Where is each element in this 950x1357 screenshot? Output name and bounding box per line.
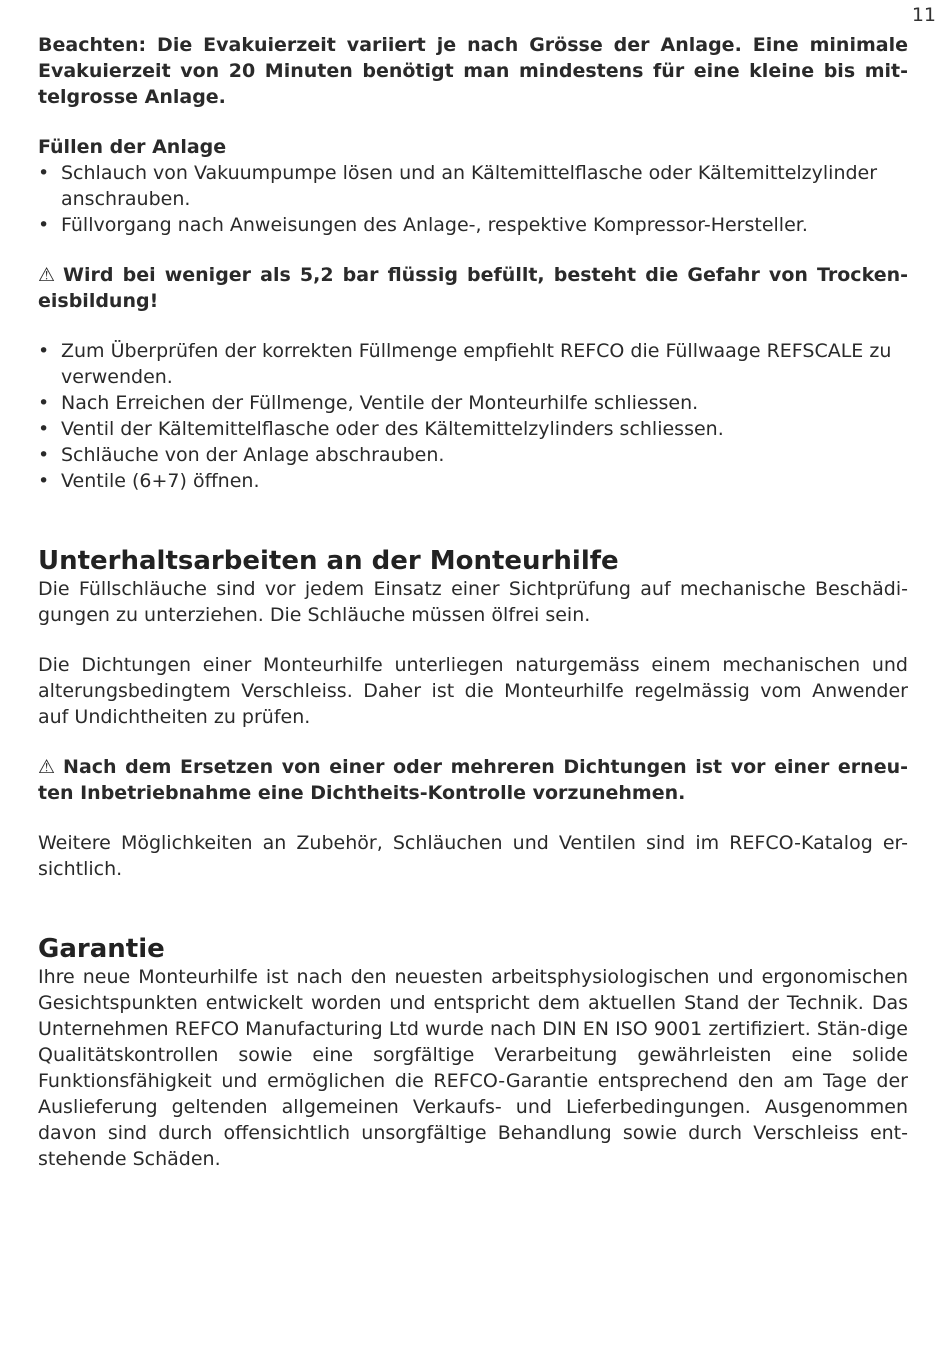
maintenance-paragraph-3: Weitere Möglichkeiten an Zubehör, Schläuchen und Ventilen sind im REFCO-Katalog er-sichtlich. [38, 832, 908, 880]
fill-steps-list-1 [38, 160, 908, 238]
maintenance-paragraph-2: Die Dichtungen einer Monteurhilfe unterliegen naturgemäss einem mechanischen und alterungsbedingtem Verschleiss. Daher ist die Monteurhilfe regelmässig vom Anwender auf Undichtheiten zu prüfen. [38, 654, 908, 728]
maintenance-paragraph-1: Die Füllschläuche sind vor jedem Einsatz einer Sichtprüfung auf mechanische Beschädi-gungen zu unterziehen. Die Schläuche müssen ölfrei sein. [38, 578, 908, 626]
seal-replacement-warning: ⚠ Nach dem Ersetzen von einer oder mehreren Dichtungen ist vor einer erneu-ten Inbetriebnahme eine Dichtheits-Kontrolle vorzunehmen. [38, 756, 908, 804]
evacuation-note: Beachten: Die Evakuierzeit variiert je nach Grösse der Anlage. Eine minimale Evakuierzeit von 20 Minuten benötigt man mindestens für eine kleine bis mit-telgrosse Anlage. [38, 34, 908, 108]
bullet-icon: • [38, 470, 50, 492]
dry-ice-warning: ⚠ Wird bei weniger als 5,2 bar flüssig befüllt, besteht die Gefahr von Trocken-eisbildung! [38, 264, 908, 312]
warning-icon: ⚠ [38, 264, 56, 286]
maintenance-heading: Unterhaltsarbeiten an der Monteurhilfe [38, 546, 619, 576]
list-item: • Nach Erreichen der Füllmenge, Ventile der Monteurhilfe schliessen. [38, 392, 699, 414]
bullet-icon: • [38, 162, 50, 184]
page-number: 11 [911, 4, 936, 26]
fill-section-heading: Füllen der Anlage [38, 136, 227, 158]
fill-steps-list-2 [38, 338, 908, 494]
warning-icon: ⚠ [38, 756, 56, 778]
list-item: • Schlauch von Vakuumpumpe lösen und an Kältemittelflasche oder Kältemittelzylinder anschrauben. [38, 162, 878, 210]
bullet-icon: • [38, 418, 50, 440]
bullet-icon: • [38, 340, 50, 362]
bullet-icon: • [38, 214, 50, 236]
warranty-heading: Garantie [38, 934, 165, 964]
document-body [38, 32, 908, 1172]
list-item: • Zum Überprüfen der korrekten Füllmenge empfiehlt REFCO die Füllwaage REFSCALE zu verwenden. [38, 340, 892, 388]
bullet-icon: • [38, 392, 50, 414]
list-item: • Füllvorgang nach Anweisungen des Anlage-, respektive Kompressor-Hersteller. [38, 214, 808, 236]
list-item: • Schläuche von der Anlage abschrauben. [38, 444, 445, 466]
warranty-paragraph: Ihre neue Monteurhilfe ist nach den neuesten arbeitsphysiologischen und ergonomischen Gesichtspunkten entwickelt worden und entspricht dem aktuellen Stand der Technik. Das Unternehmen REFCO Manufacturing Ltd wurde nach DIN EN ISO 9001 zertifiziert. Stän-dige Qualitätskontrollen sowie eine sorgfältige Verarbeitung gewährleisten eine solide Funktionsfähigkeit und ermöglichen die REFCO-Garantie entsprechend den am Tage der Auslieferung geltenden allgemeinen Verkaufs- und Lieferbedingungen. Ausgenommen davon sind durch offensichtlich unsorgfältige Behandlung sowie durch Verschleiss ent-stehende Schäden. [38, 966, 908, 1170]
list-item: • Ventil der Kältemittelflasche oder des Kältemittelzylinders schliessen. [38, 418, 724, 440]
list-item: • Ventile (6+7) öffnen. [38, 470, 260, 492]
bullet-icon: • [38, 444, 50, 466]
